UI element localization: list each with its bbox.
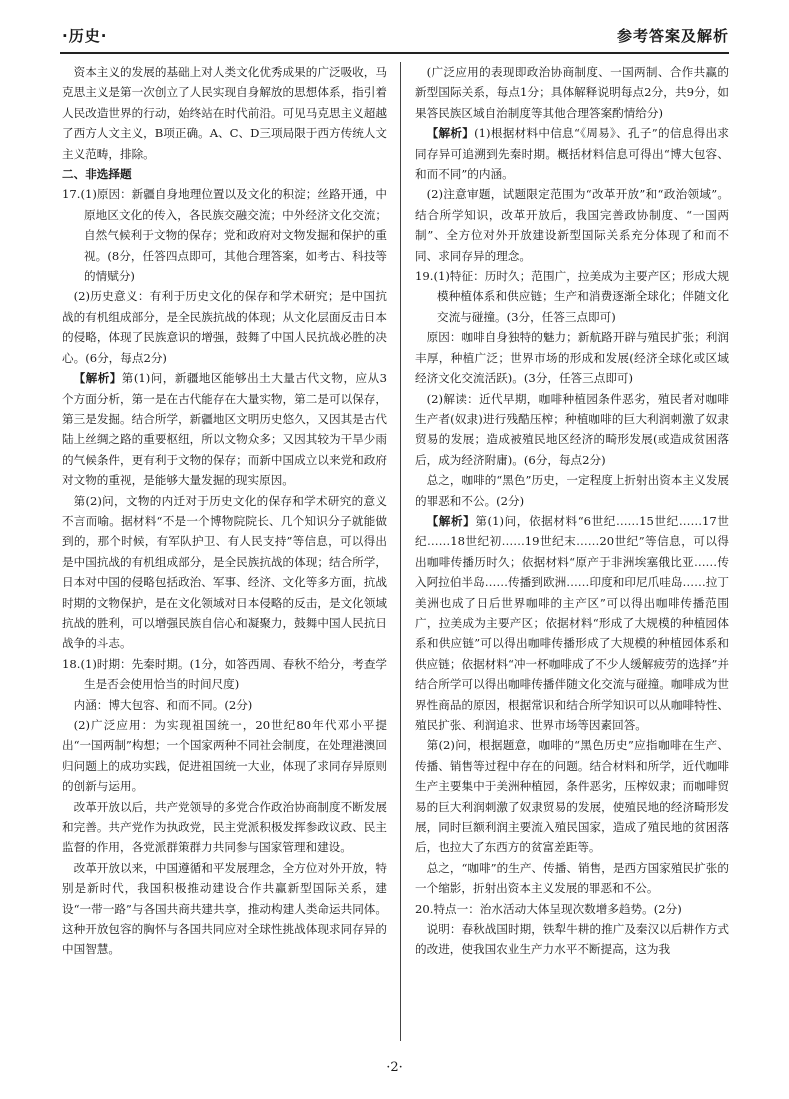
page-header xyxy=(60,22,729,54)
analysis-tag: 【解析】 xyxy=(426,513,476,528)
q17-analysis-1-text: 第(1)问，新疆地区能够出土大量古代文物，应从3个方面分析，第一是在古代能存在大量实物，第二是可以保存，第三是发掘。结合所学，新疆地区文明历史悠久，又因其是古代陆上丝绸之路的重要枢纽，所以文物众多；又因其较为干旱少雨的气候条件，更有利于文物的保存；而新中国成立以来党和政府对文物的重视，是能够大量发掘的现实原因。 xyxy=(62,371,387,488)
q18-answer-2c: 改革开放以来，中国遵循和平发展理念，全方位对外开放，特别是新时代，我国积极推动建设合作共赢新型国际关系，建设“一带一路”与各国共商共建共享，推动构建人类命运共同体。这种开放包容的胸怀与各国共同应对全球性挑战体现求同存异的中国智慧。 xyxy=(62,860,387,957)
analysis-tag: 【解析】 xyxy=(426,126,475,141)
q19-analysis-3: 总之，“咖啡”的生产、传播、销售，是西方国家殖民扩张的一个缩影，折射出资本主义发展的罪恶和不公。 xyxy=(415,860,729,896)
left-column xyxy=(62,62,387,960)
q19-analysis-1-text: 第(1)问，依据材料“6世纪……15世纪……17世纪……18世纪初……19世纪末……20世纪”等信息，可以得出咖啡传播历时久；依据材料“原产于非洲埃塞俄比亚……传入阿拉伯半岛……传播到欧洲……印度和印尼爪哇岛……拉丁美洲也成了日后世界咖啡的主产区”可以得出咖啡传播范围广，拉美成为主要产区；依据材料“形成了大规模的种植园体系和供应链”可以得出咖啡传播形成了大规模的种植园体系和供应链；依据材料“冲一杯咖啡成了不少人缓解疲劳的选择”并结合所学可以得出咖啡传播伴随文化交流与碰撞。咖啡成为世界性商品的原因，根据常识和结合所学知识可以从咖啡特性、殖民扩张、利润追求、世界市场等因素回答。 xyxy=(415,513,729,732)
q19-answer-2: (2)解读：近代早期，咖啡种植园条件恶劣，殖民者对咖啡生产者(奴隶)进行残酷压榨；种植咖啡的巨大利润刺激了奴隶贸易的发展；造成被殖民地区经济的畸形发展(或造成贫困落后，成为经济附庸)。(6分，每点2分) xyxy=(415,391,729,467)
right-column xyxy=(415,62,729,960)
q18-answer-1: 18.(1)时期：先秦时期。(1分，如答西周、春秋不给分，考查学生是否会使用恰当的时间尺度) xyxy=(62,656,388,692)
q17-analysis-1 xyxy=(62,368,387,490)
q18-analysis-1-text: (1)根据材料中信息“《周易》、孔子”的信息得出求同存异可追溯到先秦时期。概括材料信息可得出“博大包容、和而不同”的内涵。 xyxy=(415,126,729,182)
q20-answer-1b: 说明：春秋战国时期，铁犁牛耕的推广及秦汉以后耕作方式的改进，使我国农业生产力水平不断提高，这为我 xyxy=(415,922,729,957)
q18-answer-1b: 内涵：博大包容、和而不同。(2分) xyxy=(73,697,253,712)
page-number: ·2· xyxy=(386,1060,403,1075)
q18-answer-2b: 改革开放以后，共产党领导的多党合作政治协商制度不断发展和完善。共产党作为执政党，民主党派积极发挥参政议政、民主监督的作用，各党派群策群力共同参与国家管理和建设。 xyxy=(62,799,387,855)
q19-analysis-2: 第(2)问，根据题意，咖啡的“黑色历史”应指咖啡在生产、传播、销售等过程中存在的问题。结合材料和所学，近代咖啡生产主要集中于美洲种植园，条件恶劣，压榨奴隶；而咖啡贸易的巨大利润刺激了奴隶贸易的发展，使殖民地的经济畸形发展，同时巨额利润主要流入殖民国家，造成了殖民地的贫困落后，也拉大了东西方的贫富差距等。 xyxy=(415,738,729,855)
q19-answer-1b: 原因：咖啡自身独特的魅力；新航路开辟与殖民扩张；利润丰厚，种植广泛；世界市场的形成和发展(经济全球化或区域经济文化交流活跃)。(3分，任答三点即可) xyxy=(415,330,729,386)
q19-answer-1: 19.(1)特征：历时久；范围广，拉美成为主要产区；形成大规模种植体系和供应链；生产和消费逐渐全球化；伴随文化交流与碰撞。(3分，任答三点即可) xyxy=(415,269,729,324)
q17-analysis-2: 第(2)问，文物的内迁对于历史文化的保存和学术研究的意义不言而喻。据材料“不是一个博物院院长、几个知识分子就能做到的，那个时候，有军队护卫、有人民支持”等信息，可以得出是中国抗战的有机组成部分，是全民族抗战的体现；结合所学，日本对中国的侵略包括政治、军事、经济、文化等多方面，抗战时期的文物保护，是在文化领域对日本侵略的反击，是文化领域抗战的胜利，可以增强民族自信心和凝聚力，鼓舞中国人民抗日战争的斗志。 xyxy=(62,493,387,651)
q16-explanation-tail: 资本主义的发展的基础上对人类文化优秀成果的广泛吸收，马克思主义是第一次创立了人民实现自身解放的思想体系，指引着人民改造世界的行动，始终站在时代前沿。可见马克思主义超越了西方人文主义，B项正确。A、C、D三项局限于西方传统人文主义范畴，排除。 xyxy=(62,65,387,161)
analysis-tag: 【解析】 xyxy=(73,371,122,386)
column-divider xyxy=(400,62,401,1041)
q18-scoring-note: (广泛应用的表现即政治协商制度、一国两制、合作共赢的新型国际关系，每点1分；具体解释说明每点2分，共9分，如果答民族区域自治制度等其他合理答案酌情给分) xyxy=(415,65,729,120)
q18-answer-2: (2)广泛应用：为实现祖国统一，20世纪80年代邓小平提出“一国两制”构想；一个国家两种不同社会制度，在处理港澳回归问题上的成功实践，促进祖国统一大业，体现了求同存异原则的创新与运用。 xyxy=(62,718,387,794)
q17-answer-2: (2)历史意义：有利于历史文化的保存和学术研究；是中国抗战的有机组成部分，是全民族抗战的体现；从文化层面反击日本的侵略，体现了民族意识的增强，鼓舞了中国人民抗战必胜的决心。(6分，每点2分) xyxy=(62,289,387,365)
q17-answer-1: 17.(1)原因：新疆自身地理位置以及文化的积淀；丝路开通，中原地区文化的传入，各民族交融交流；中外经济文化交流；自然气候利于文物的保存；党和政府对文物发掘和保护的重视。(8分，任答四点即可，其他合理答案，如考古、科技等的情赋分) xyxy=(62,187,387,284)
q18-analysis-1 xyxy=(415,123,729,184)
q19-answer-2b: 总之，咖啡的“黑色”历史，一定程度上折射出资本主义发展的罪恶和不公。(2分) xyxy=(415,473,729,508)
document-title: 参考答案及解析 xyxy=(616,27,729,45)
subject-label: ·历史· xyxy=(62,27,108,45)
q18-analysis-2: (2)注意审题，试题限定范围为“改革开放”和“政治领域”。结合所学知识，改革开放后，我国完善政协制度、“一国两制”、全方位对外开放建设新型国际关系充分体现了和而不同、求同存异的理念。 xyxy=(415,187,729,263)
section-heading: 二、非选择题 xyxy=(62,167,132,182)
q19-analysis-1 xyxy=(415,511,729,735)
q20-answer-1: 20.特点一：治水活动大体呈现次数增多趋势。(2分) xyxy=(415,901,682,916)
